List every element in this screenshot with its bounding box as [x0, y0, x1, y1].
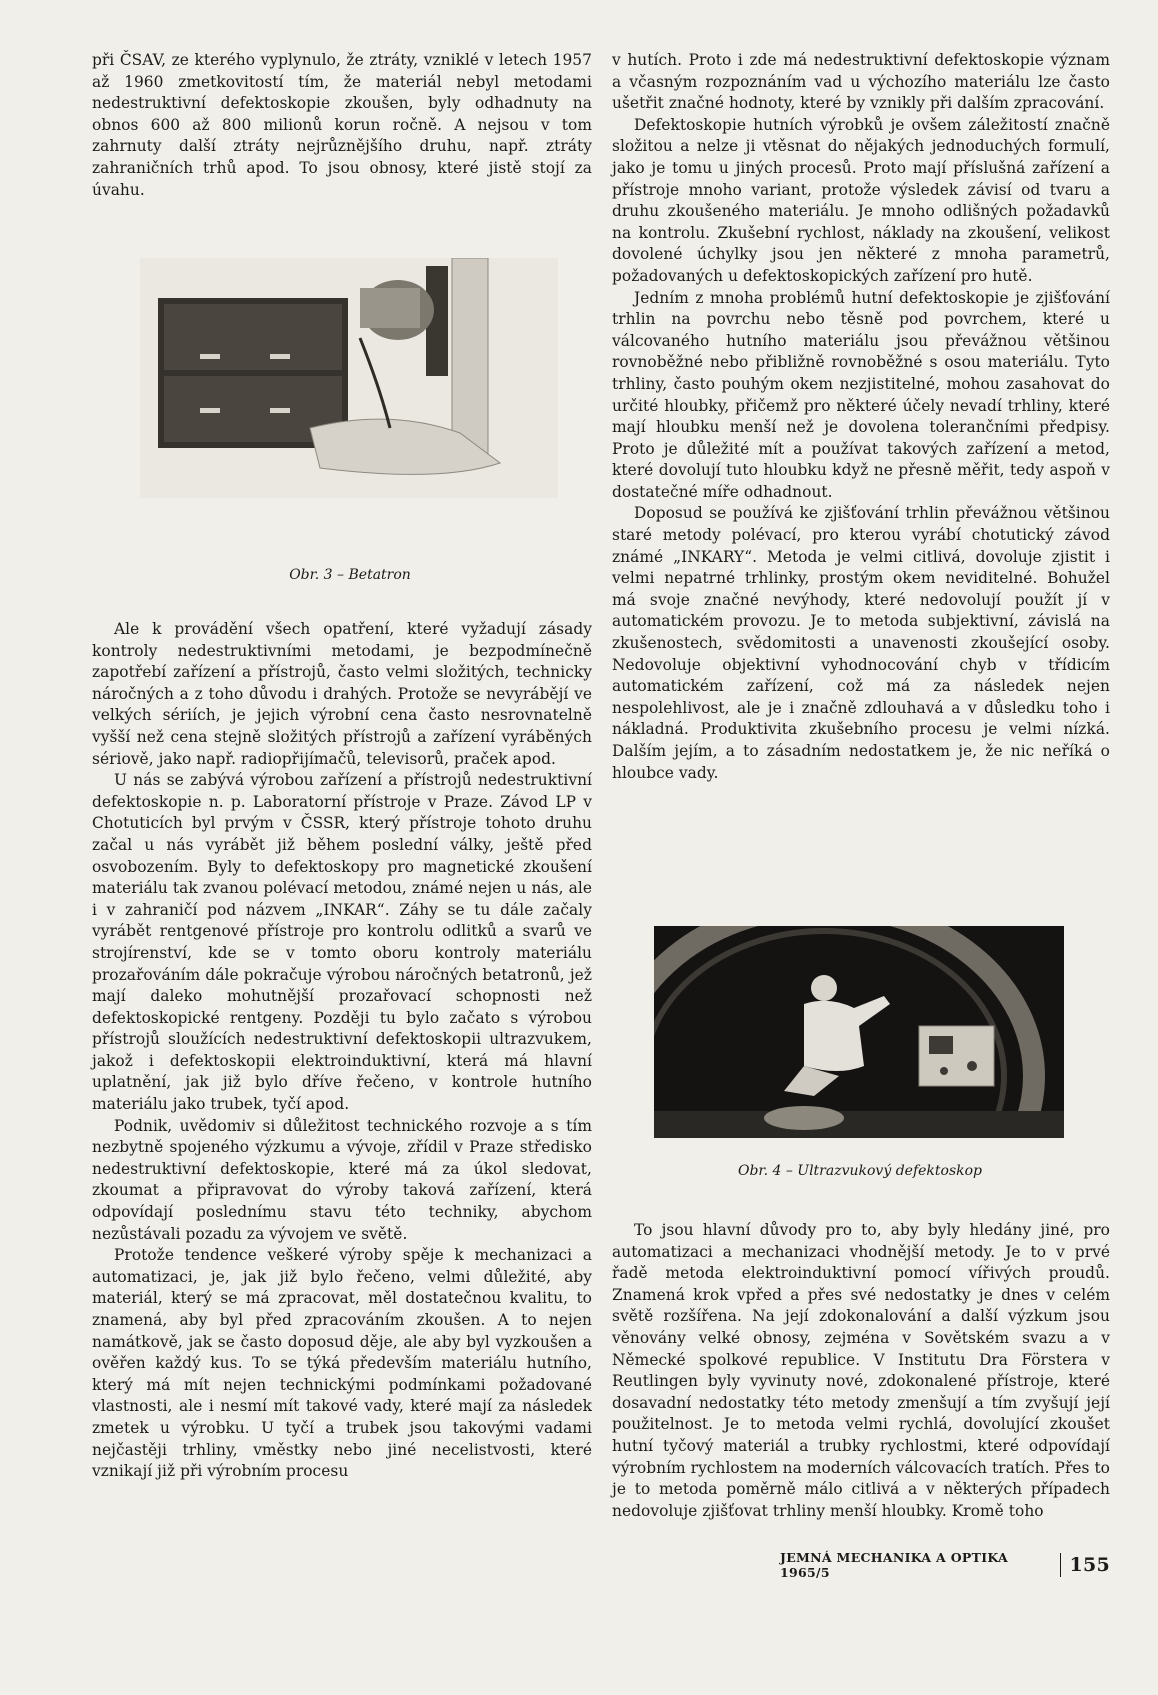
journal-title: JEMNÁ MECHANIKA A OPTIKA 1965/5: [780, 1550, 1009, 1580]
paragraph: Defektoskopie hutních výrobků je ovšem záležitostí značně složitou a nelze ji vtěsnat do nějakých jednoduchých formulí, jako je tomu u jiných procesů. Proto mají příslušná zařízení a přístroje mnoho variant, protože výsledek závisí od tvaru a druhu zkoušeného materiálu. Je mnoho odlišných požadavků na kontrolu. Zkušební rychlost, náklady na zkoušení, velikost dovolené úchylky jsou jen některé z mnoha parametrů, požadovaných u defektoskopických zařízení pro hutě.: [612, 115, 1110, 285]
paragraph: To jsou hlavní důvody pro to, aby byly hledány jiné, pro automatizaci a mechanizaci vhodnější metody. Je to v prvé řadě metoda elektroinduktivní pomocí vířivých proudů. Znamená krok vpřed a přes své nedostatky je dnes v celém světě rozšířena. Na její zdokonalování a další výzkum jsou věnovány velké obnosy, zejména v Sovětském svazu a v Německé spolkové republice. V Institutu Dra Förstera v Reutlingen byly vyvinuty nové, zdokonalené přístroje, které dosavadní nedostatky této metody zmenšují a tím zvyšují její použitelnost. Je to metoda velmi rychlá, dovolující zkoušet hutní tyčový materiál a trubky rychlostmi, které odpovídají výrobním rychlostem na moderních válcovacích tratích. Přes to je to metoda poměrně málo citlivá a v některých případech nedovoluje zjišťovat trhliny menší hloubky. Kromě toho: [612, 1221, 1110, 1520]
left-column-top: [92, 50, 592, 201]
paragraph: Protože tendence veškeré výroby spěje k mechanizaci a automatizaci, je, jak již bylo řečeno, velmi důležité, aby materiál, který se má zpracovat, měl dostatečnou kvalitu, to znamená, aby byl před zpracováním zkoušen. A to nejen namátkově, jak se často doposud děje, ale aby byl vyzkoušen a ověřen každý kus. To se týká především materiálu hutního, který má mít nejen technickými podmínkami požadované vlastnosti, ale i nesmí mít takové vady, které mají za následek zmetek u výrobku. U tyčí a trubek jsou takovými vadami nejčastěji trhliny, vměstky nebo jiné necelistvosti, které vznikají již při výrobním procesu: [92, 1246, 592, 1481]
right-column-top: [612, 50, 1110, 784]
paragraph: Jedním z mnoha problémů hutní defektoskopie je zjišťování trhlin na povrchu nebo těsně pod povrchem, které u válcovaného hutního materiálu jsou převážnou většinou rovnoběžné nebo přibližně rovnoběžné s osou materiálu. Tyto trhliny, často pouhým okem nezjistitelné, mohou zasahovat do určité hloubky, přičemž pro některé účely nevadí trhliny, které mají hloubku menší než je dovolena tolerančními předpisy. Proto je důležité mít a používat takových zařízení a metod, které dovolují tuto hloubku když ne přesně měřit, tedy aspoň v dostatečné míře odhadnout.: [612, 288, 1110, 501]
right-column-bottom: [612, 1220, 1110, 1522]
paragraph: Podnik, uvědomiv si důležitost technického rozvoje a s tím nezbytně spojeného výzkumu a vývoje, zřídil v Praze středisko nedestruktivní defektoskopie, které má za úkol sledovat, zkoumat a připravovat do výroby taková zařízení, která odpovídají poslednímu stavu této techniky, abychom nezůstávali pozadu za vývojem ve světě.: [92, 1116, 592, 1243]
ultrasonic-defectoscope-illustration: [654, 926, 1064, 1138]
paragraph: v hutích. Proto i zde má nedestruktivní defektoskopie význam a včasným rozpoznáním vad u výchozího materiálu lze často ušetřit značné hodnoty, které by vznikly při dalším zpracování.: [612, 51, 1110, 113]
paragraph: při ČSAV, ze kterého vyplynulo, že ztráty, vzniklé v letech 1957 až 1960 zmetkovitostí tím, že materiál nebyl metodami nedestruktivní defektoskopie zkoušen, byly odhadnuty na obnos 600 až 800 milionů korun ročně. A nejsou v tom zahrnuty další ztráty nejrůznějšího druhu, např. ztráty zahraničních trhů apod. To jsou obnosy, které jistě stojí za úvahu.: [92, 51, 592, 199]
left-column-bottom: [92, 619, 592, 1483]
figure-3-caption: Obr. 3 – Betatron: [289, 567, 411, 583]
page-number: 155: [1069, 1554, 1110, 1576]
betatron-illustration: [140, 258, 558, 498]
figure-4-caption: Obr. 4 – Ultrazvukový defektoskop: [737, 1163, 983, 1179]
figure-ultrasonic-defectoscope-photo: [654, 926, 1064, 1138]
figure-betatron-photo: [140, 258, 558, 498]
page-footer: [780, 1550, 1110, 1580]
paragraph: U nás se zabývá výrobou zařízení a přístrojů nedestruktivní defektoskopie n. p. Laboratorní přístroje v Praze. Závod LP v Chotuticích byl prvým v ČSSR, který přístroje tohoto druhu začal u nás vyrábět již během poslední války, ještě před osvobozením. Byly to defektoskopy pro magnetické zkoušení materiálu tak zvanou polévací metodou, známé nejen u nás, ale i v zahraničí pod názvem „INKAR“. Záhy se tu dále začaly vyrábět rentgenové přístroje pro kontrolu odlitků a svarů ve strojírenství, kde se v tomto oboru kontroly materiálu prozařováním dále pokračuje výrobou náročných betatronů, jež mají daleko mohutnější prozařovací schopnosti než defektoskopické rentgeny. Později tu bylo začato s výrobou přístrojů sloužících nedestruktivní defektoskopii ultrazvukem, jakož i defektoskopii elektroinduktivní, která má hlavní uplatnění, jak již bylo dříve řečeno, v kontrole hutního materiálu jako trubek, tyčí apod.: [92, 771, 592, 1114]
footer-divider: [1060, 1553, 1061, 1577]
paragraph: Doposud se používá ke zjišťování trhlin převážnou většinou staré metody polévací, pro kterou vyrábí chotutický závod známé „INKARY“. Metoda je velmi citlivá, dovoluje zjistit i velmi nepatrné trhlinky, prostým okem neviditelné. Bohužel má svoje značné nevýhody, které nedovolují použít jí v automatickém provozu. Je to metoda subjektivní, závislá na zkušenostech, svědomitosti a unavenosti zkoušející osoby. Nedovoluje objektivní vyhodnocování chyb v třídicím automatickém zařízení, což má za následek nejen nespolehlivost, ale je i značně zdlouhavá a v důsledku toho i nákladná. Produktivita zkušebního procesu je velmi nízká. Dalším jejím, a to zásadním nedostatkem je, že nic neříká o hloubce vady.: [612, 504, 1110, 782]
paragraph: Ale k provádění všech opatření, které vyžadují zásady kontroly nedestruktivními metodami, je bezpodmínečně zapotřebí zařízení a přístrojů, často velmi složitých, technicky náročných a z toho důvodu i drahých. Protože se nevyrábějí ve velkých sériích, je jejich výrobní cena často nesrovnatelně vyšší než cena stejně složitých přístrojů a zařízení vyráběných sériově, jako např. radiopřijímačů, televisorů, praček apod.: [92, 620, 592, 768]
